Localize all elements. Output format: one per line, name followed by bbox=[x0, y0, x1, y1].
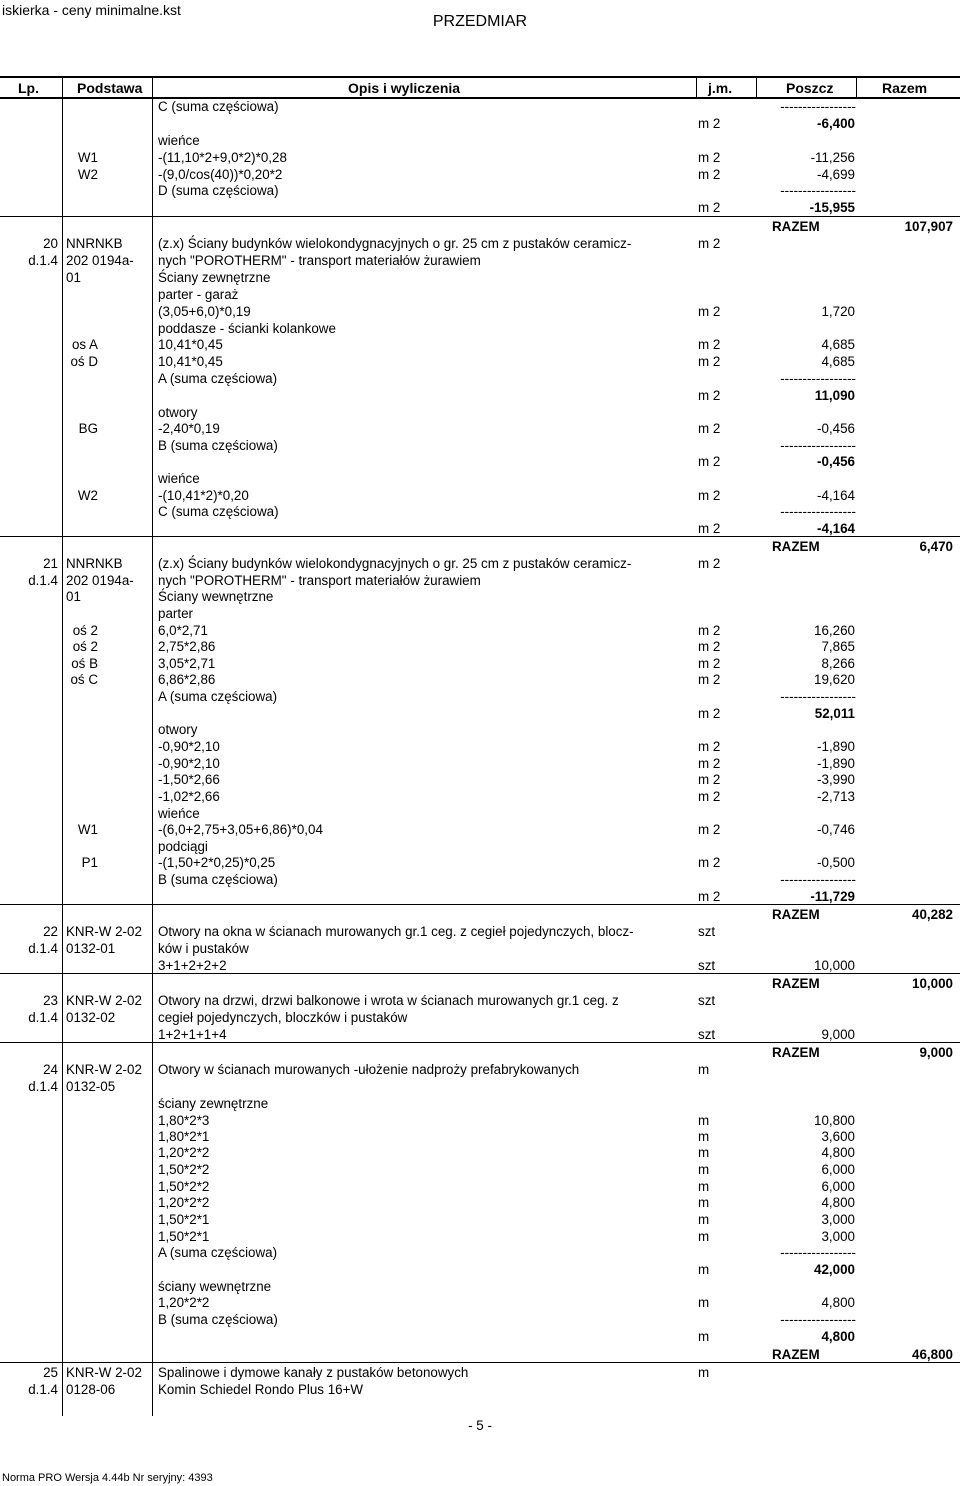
unit-exponent: 2 bbox=[712, 337, 721, 352]
position-label: oś 2 bbox=[72, 623, 98, 638]
unit-base: m bbox=[698, 623, 713, 638]
unit-base: m bbox=[698, 150, 713, 165]
podstawa-code: KNR-W 2-02 bbox=[66, 1365, 142, 1380]
unit-exponent: 2 bbox=[712, 672, 721, 687]
description-text: 6,86*2,86 bbox=[158, 672, 216, 687]
poszcz-value: 3,600 bbox=[821, 1129, 855, 1144]
unit-exponent: 2 bbox=[712, 488, 721, 503]
unit: szt bbox=[698, 924, 716, 939]
unit bbox=[698, 772, 720, 788]
unit-base: m bbox=[698, 656, 713, 671]
position-label: W1 bbox=[77, 150, 98, 165]
description-text: Otwory na okna w ścianach murowanych gr.1 ceg. z cegieł pojedynczych, blocz- bbox=[158, 924, 634, 939]
unit bbox=[698, 116, 720, 132]
subtotal-separator: ----------------- bbox=[780, 371, 856, 386]
col-header-opis: Opis i wyliczenia bbox=[348, 80, 461, 96]
description-text: ściany zewnętrzne bbox=[158, 1096, 269, 1111]
unit-exponent: 2 bbox=[712, 706, 721, 721]
poszcz-value: -1,890 bbox=[817, 739, 855, 754]
row-separator bbox=[0, 973, 960, 974]
poszcz-value: 3,000 bbox=[821, 1229, 855, 1244]
poszcz-value: 4,685 bbox=[821, 354, 855, 369]
unit-base: m bbox=[698, 556, 713, 571]
unit-exponent: 2 bbox=[712, 656, 721, 671]
subtotal-separator: ----------------- bbox=[780, 1245, 856, 1260]
poszcz-value: -2,713 bbox=[817, 789, 855, 804]
unit: m bbox=[698, 1229, 710, 1244]
unit-exponent: 2 bbox=[712, 454, 721, 469]
item-number: d.1.4 bbox=[28, 1010, 58, 1025]
description-text: -0,90*2,10 bbox=[158, 739, 220, 754]
podstawa-code: 0132-01 bbox=[66, 941, 116, 956]
description-text: wieńce bbox=[158, 133, 200, 148]
unit bbox=[698, 236, 720, 252]
description-text: A (suma częściowa) bbox=[158, 371, 278, 386]
unit-base: m bbox=[698, 889, 713, 904]
poszcz-value: 4,800 bbox=[821, 1145, 855, 1160]
poszcz-value: 4,685 bbox=[821, 337, 855, 352]
poszcz-value: -11,729 bbox=[810, 889, 855, 904]
poszcz-value: -4,164 bbox=[817, 521, 855, 536]
position-label: os A bbox=[71, 337, 98, 352]
razem-value: 6,470 bbox=[919, 539, 953, 554]
row-separator bbox=[0, 1042, 960, 1043]
unit-exponent: 2 bbox=[712, 388, 721, 403]
unit bbox=[698, 521, 720, 537]
description-text: C (suma częściowa) bbox=[158, 504, 279, 519]
description-text: (z.x) Ściany budynków wielokondygnacyjnych o gr. 25 cm z pustaków ceramicz- bbox=[158, 236, 632, 251]
description-text: -(10,41*2)*0,20 bbox=[158, 488, 249, 503]
poszcz-value: 8,266 bbox=[821, 656, 855, 671]
position-label: W1 bbox=[77, 822, 98, 837]
description-text: 10,41*0,45 bbox=[158, 337, 223, 352]
poszcz-value: 16,260 bbox=[814, 623, 855, 638]
description-text: Otwory w ścianach murowanych -ułożenie nadproży prefabrykowanych bbox=[158, 1062, 580, 1077]
unit-exponent: 2 bbox=[712, 236, 721, 251]
unit-base: m bbox=[698, 739, 713, 754]
position-label: P1 bbox=[81, 855, 98, 870]
unit: m bbox=[698, 1145, 710, 1160]
description-text: -(6,0+2,75+3,05+6,86)*0,04 bbox=[158, 822, 323, 837]
razem-value: 10,000 bbox=[912, 976, 953, 991]
description-text: 10,41*0,45 bbox=[158, 354, 223, 369]
razem-label: RAZEM bbox=[772, 539, 820, 554]
description-text: 1,80*2*1 bbox=[158, 1129, 210, 1144]
poszcz-value: 4,800 bbox=[821, 1295, 855, 1310]
description-text: ściany wewnętrzne bbox=[158, 1279, 272, 1294]
unit: m bbox=[698, 1295, 710, 1310]
position-label: W2 bbox=[77, 488, 98, 503]
podstawa-code: 0128-06 bbox=[66, 1382, 116, 1397]
description-text: -(1,50+2*0,25)*0,25 bbox=[158, 855, 276, 870]
description-text: Komin Schiedel Rondo Plus 16+W bbox=[158, 1382, 364, 1397]
unit-exponent: 2 bbox=[712, 354, 721, 369]
description-text: -2,40*0,19 bbox=[158, 421, 220, 436]
item-number: d.1.4 bbox=[28, 941, 58, 956]
poszcz-value: -15,955 bbox=[809, 200, 855, 215]
description-text: B (suma częściowa) bbox=[158, 872, 278, 887]
page-number: - 5 - bbox=[468, 1418, 492, 1433]
unit-base: m bbox=[698, 304, 713, 319]
subtotal-separator: ----------------- bbox=[780, 872, 856, 887]
item-number: d.1.4 bbox=[28, 253, 58, 268]
col-divider bbox=[756, 76, 757, 98]
podstawa-code: 0132-05 bbox=[66, 1079, 116, 1094]
unit bbox=[698, 354, 720, 370]
poszcz-value: -0,746 bbox=[817, 822, 855, 837]
subtotal-separator: ----------------- bbox=[780, 99, 856, 114]
unit-exponent: 2 bbox=[712, 822, 721, 837]
unit bbox=[698, 421, 720, 437]
col-header-podstawa: Podstawa bbox=[77, 80, 143, 96]
razem-value: 46,800 bbox=[912, 1347, 953, 1362]
row-separator bbox=[0, 536, 960, 537]
unit-exponent: 2 bbox=[712, 200, 721, 215]
unit bbox=[698, 167, 720, 183]
description-text: A (suma częściowa) bbox=[158, 1245, 278, 1260]
unit-exponent: 2 bbox=[712, 304, 721, 319]
unit: m bbox=[698, 1129, 710, 1144]
description-text: (3,05+6,0)*0,19 bbox=[158, 304, 251, 319]
description-text: -0,90*2,10 bbox=[158, 756, 220, 771]
item-number: d.1.4 bbox=[28, 1079, 58, 1094]
unit bbox=[698, 556, 720, 572]
description-text: -(9,0/cos(40))*0,20*2 bbox=[158, 167, 283, 182]
poszcz-value: 6,000 bbox=[821, 1179, 855, 1194]
item-number: 20 bbox=[43, 236, 58, 251]
header-top-rule bbox=[0, 76, 960, 78]
unit-base: m bbox=[698, 388, 713, 403]
poszcz-value: -4,164 bbox=[817, 488, 855, 503]
podstawa-code: KNR-W 2-02 bbox=[66, 993, 142, 1008]
description-text: cegieł pojedynczych, bloczków i pustaków bbox=[158, 1010, 408, 1025]
unit-base: m bbox=[698, 354, 713, 369]
podstawa-code: 01 bbox=[66, 589, 81, 604]
razem-label: RAZEM bbox=[772, 219, 820, 234]
podstawa-code: NNRNKB bbox=[66, 556, 123, 571]
poszcz-value: -4,699 bbox=[817, 167, 855, 182]
unit bbox=[698, 822, 720, 838]
poszcz-value: 9,000 bbox=[821, 1027, 855, 1042]
subtotal-separator: ----------------- bbox=[780, 438, 856, 453]
description-text: -(11,10*2+9,0*2)*0,28 bbox=[158, 150, 287, 165]
podstawa-code: NNRNKB bbox=[66, 236, 123, 251]
description-text: wieńce bbox=[158, 471, 200, 486]
description-text: parter bbox=[158, 606, 193, 621]
description-text: 1,20*2*2 bbox=[158, 1195, 210, 1210]
poszcz-value: -11,256 bbox=[810, 150, 855, 165]
file-name: iskierka - ceny minimalne.kst bbox=[2, 2, 181, 18]
unit: szt bbox=[698, 1027, 716, 1042]
unit: m bbox=[698, 1365, 710, 1380]
item-number: 24 bbox=[43, 1062, 58, 1077]
description-text: Ściany zewnętrzne bbox=[158, 270, 271, 285]
unit-base: m bbox=[698, 421, 713, 436]
unit-base: m bbox=[698, 236, 713, 251]
razem-value: 40,282 bbox=[912, 907, 953, 922]
unit-base: m bbox=[698, 772, 713, 787]
unit-exponent: 2 bbox=[712, 167, 721, 182]
col-header-razem: Razem bbox=[882, 80, 928, 96]
poszcz-value: -0,456 bbox=[817, 421, 855, 436]
unit bbox=[698, 304, 720, 320]
description-text: A (suma częściowa) bbox=[158, 689, 278, 704]
unit bbox=[698, 889, 720, 905]
razem-label: RAZEM bbox=[772, 976, 820, 991]
description-text: nych "POROTHERM" - transport materiałów żurawiem bbox=[158, 253, 481, 268]
item-number: 23 bbox=[43, 993, 58, 1008]
software-info: Norma PRO Wersja 4.44b Nr seryjny: 4393 bbox=[2, 1472, 213, 1484]
podstawa-code: KNR-W 2-02 bbox=[66, 1062, 142, 1077]
description-text: Spalinowe i dymowe kanały z pustaków betonowych bbox=[158, 1365, 469, 1380]
subtotal-separator: ----------------- bbox=[780, 504, 856, 519]
description-text: wieńce bbox=[158, 806, 200, 821]
unit bbox=[698, 200, 720, 216]
poszcz-value: 10,800 bbox=[814, 1113, 855, 1128]
unit bbox=[698, 756, 720, 772]
poszcz-value: 6,000 bbox=[821, 1162, 855, 1177]
unit bbox=[698, 656, 720, 672]
unit-exponent: 2 bbox=[712, 789, 721, 804]
item-number: 21 bbox=[43, 556, 58, 571]
unit: m bbox=[698, 1062, 710, 1077]
subtotal-separator: ----------------- bbox=[780, 1312, 856, 1327]
podstawa-code: 01 bbox=[66, 270, 81, 285]
unit-exponent: 2 bbox=[712, 889, 721, 904]
description-text: -1,50*2,66 bbox=[158, 772, 220, 787]
unit: m bbox=[698, 1162, 710, 1177]
unit bbox=[698, 639, 720, 655]
unit: m bbox=[698, 1262, 710, 1277]
description-text: poddasze - ścianki kolankowe bbox=[158, 321, 336, 336]
position-label: oś B bbox=[71, 656, 98, 671]
position-label: oś C bbox=[70, 672, 98, 687]
description-text: B (suma częściowa) bbox=[158, 1312, 278, 1327]
unit-base: m bbox=[698, 822, 713, 837]
position-label: oś D bbox=[70, 354, 98, 369]
description-text: 1,50*2*1 bbox=[158, 1212, 210, 1227]
unit: m bbox=[698, 1179, 710, 1194]
item-number: d.1.4 bbox=[28, 573, 58, 588]
unit-exponent: 2 bbox=[712, 521, 721, 536]
subtotal-separator: ----------------- bbox=[780, 689, 856, 704]
podstawa-code: 202 0194a- bbox=[66, 573, 134, 588]
description-text: 3,05*2,71 bbox=[158, 656, 216, 671]
unit bbox=[698, 739, 720, 755]
unit-exponent: 2 bbox=[712, 623, 721, 638]
poszcz-value: 42,000 bbox=[814, 1262, 855, 1277]
unit bbox=[698, 454, 720, 470]
unit-base: m bbox=[698, 639, 713, 654]
unit: m bbox=[698, 1113, 710, 1128]
unit-exponent: 2 bbox=[712, 772, 721, 787]
description-text: 2,75*2,86 bbox=[158, 639, 216, 654]
description-text: -1,02*2,66 bbox=[158, 789, 220, 804]
description-text: D (suma częściowa) bbox=[158, 183, 279, 198]
unit-base: m bbox=[698, 672, 713, 687]
unit-base: m bbox=[698, 756, 713, 771]
row-separator bbox=[0, 904, 960, 905]
unit-base: m bbox=[698, 116, 713, 131]
unit-base: m bbox=[698, 167, 713, 182]
position-label: W2 bbox=[77, 167, 98, 182]
poszcz-value: -0,456 bbox=[817, 454, 855, 469]
item-number: 25 bbox=[43, 1365, 58, 1380]
description-text: otwory bbox=[158, 722, 198, 737]
poszcz-value: 7,865 bbox=[821, 639, 855, 654]
col-divider bbox=[62, 76, 63, 1416]
description-text: (z.x) Ściany budynków wielokondygnacyjnych o gr. 25 cm z pustaków ceramicz- bbox=[158, 556, 632, 571]
description-text: 1+2+1+1+4 bbox=[158, 1027, 227, 1042]
podstawa-code: 0132-02 bbox=[66, 1010, 116, 1025]
item-number: 22 bbox=[43, 924, 58, 939]
row-separator bbox=[0, 1362, 960, 1363]
col-header-poszcz: Poszcz bbox=[786, 80, 834, 96]
unit: m bbox=[698, 1329, 710, 1344]
unit-base: m bbox=[698, 789, 713, 804]
poszcz-value: 10,000 bbox=[814, 958, 855, 973]
description-text: 6,0*2,71 bbox=[158, 623, 208, 638]
description-text: Otwory na drzwi, drzwi balkonowe i wrota w ścianach murowanych gr.1 ceg. z bbox=[158, 993, 619, 1008]
unit bbox=[698, 855, 720, 871]
unit-exponent: 2 bbox=[712, 116, 721, 131]
unit-exponent: 2 bbox=[712, 150, 721, 165]
poszcz-value: 4,800 bbox=[821, 1329, 855, 1344]
razem-label: RAZEM bbox=[772, 1045, 820, 1060]
poszcz-value: 1,720 bbox=[821, 304, 855, 319]
unit: szt bbox=[698, 958, 716, 973]
page-title: PRZEDMIAR bbox=[432, 13, 528, 30]
description-text: 1,20*2*2 bbox=[158, 1295, 210, 1310]
razem-value: 107,907 bbox=[904, 219, 953, 234]
unit-exponent: 2 bbox=[712, 756, 721, 771]
position-label: oś 2 bbox=[72, 639, 98, 654]
description-text: C (suma częściowa) bbox=[158, 99, 279, 114]
description-text: 3+1+2+2+2 bbox=[158, 958, 227, 973]
poszcz-value: 19,620 bbox=[814, 672, 855, 687]
description-text: parter - garaż bbox=[158, 287, 239, 302]
poszcz-value: -3,990 bbox=[817, 772, 855, 787]
item-number: d.1.4 bbox=[28, 1382, 58, 1397]
podstawa-code: 202 0194a- bbox=[66, 253, 134, 268]
poszcz-value: -1,890 bbox=[817, 756, 855, 771]
podstawa-code: KNR-W 2-02 bbox=[66, 924, 142, 939]
unit-base: m bbox=[698, 706, 713, 721]
razem-value: 9,000 bbox=[919, 1045, 953, 1060]
description-text: 1,20*2*2 bbox=[158, 1145, 210, 1160]
description-text: ków i pustaków bbox=[158, 941, 249, 956]
col-divider bbox=[856, 76, 857, 98]
poszcz-value: -0,500 bbox=[817, 855, 855, 870]
unit-exponent: 2 bbox=[712, 556, 721, 571]
subtotal-separator: ----------------- bbox=[780, 183, 856, 198]
razem-label: RAZEM bbox=[772, 907, 820, 922]
col-header-jm: j.m. bbox=[708, 80, 733, 96]
description-text: 1,50*2*2 bbox=[158, 1162, 210, 1177]
unit-base: m bbox=[698, 855, 713, 870]
unit-exponent: 2 bbox=[712, 421, 721, 436]
position-label: BG bbox=[78, 421, 98, 436]
poszcz-value: 52,011 bbox=[814, 706, 855, 721]
col-header-lp: Lp. bbox=[18, 80, 39, 96]
unit bbox=[698, 672, 720, 688]
unit bbox=[698, 706, 720, 722]
description-text: nych "POROTHERM" - transport materiałów żurawiem bbox=[158, 573, 481, 588]
description-text: podciągi bbox=[158, 839, 208, 854]
unit-exponent: 2 bbox=[712, 739, 721, 754]
description-text: otwory bbox=[158, 405, 198, 420]
description-text: 1,80*2*3 bbox=[158, 1113, 210, 1128]
unit-base: m bbox=[698, 454, 713, 469]
unit bbox=[698, 488, 720, 504]
unit bbox=[698, 789, 720, 805]
description-text: Ściany wewnętrzne bbox=[158, 589, 274, 604]
poszcz-value: 4,800 bbox=[821, 1195, 855, 1210]
unit-base: m bbox=[698, 337, 713, 352]
unit bbox=[698, 150, 720, 166]
unit-exponent: 2 bbox=[712, 855, 721, 870]
col-divider bbox=[696, 76, 697, 98]
unit-exponent: 2 bbox=[712, 639, 721, 654]
unit-base: m bbox=[698, 521, 713, 536]
description-text: B (suma częściowa) bbox=[158, 438, 278, 453]
unit bbox=[698, 623, 720, 639]
unit: m bbox=[698, 1195, 710, 1210]
row-separator bbox=[0, 216, 960, 217]
unit: szt bbox=[698, 993, 716, 1008]
unit-base: m bbox=[698, 200, 713, 215]
unit bbox=[698, 337, 720, 353]
poszcz-value: 11,090 bbox=[814, 388, 855, 403]
col-divider bbox=[152, 76, 153, 1416]
description-text: 1,50*2*2 bbox=[158, 1179, 210, 1194]
razem-label: RAZEM bbox=[772, 1347, 820, 1362]
poszcz-value: -6,400 bbox=[817, 116, 855, 131]
unit: m bbox=[698, 1212, 710, 1227]
poszcz-value: 3,000 bbox=[821, 1212, 855, 1227]
unit bbox=[698, 388, 720, 404]
unit-base: m bbox=[698, 488, 713, 503]
description-text: 1,50*2*1 bbox=[158, 1229, 210, 1244]
